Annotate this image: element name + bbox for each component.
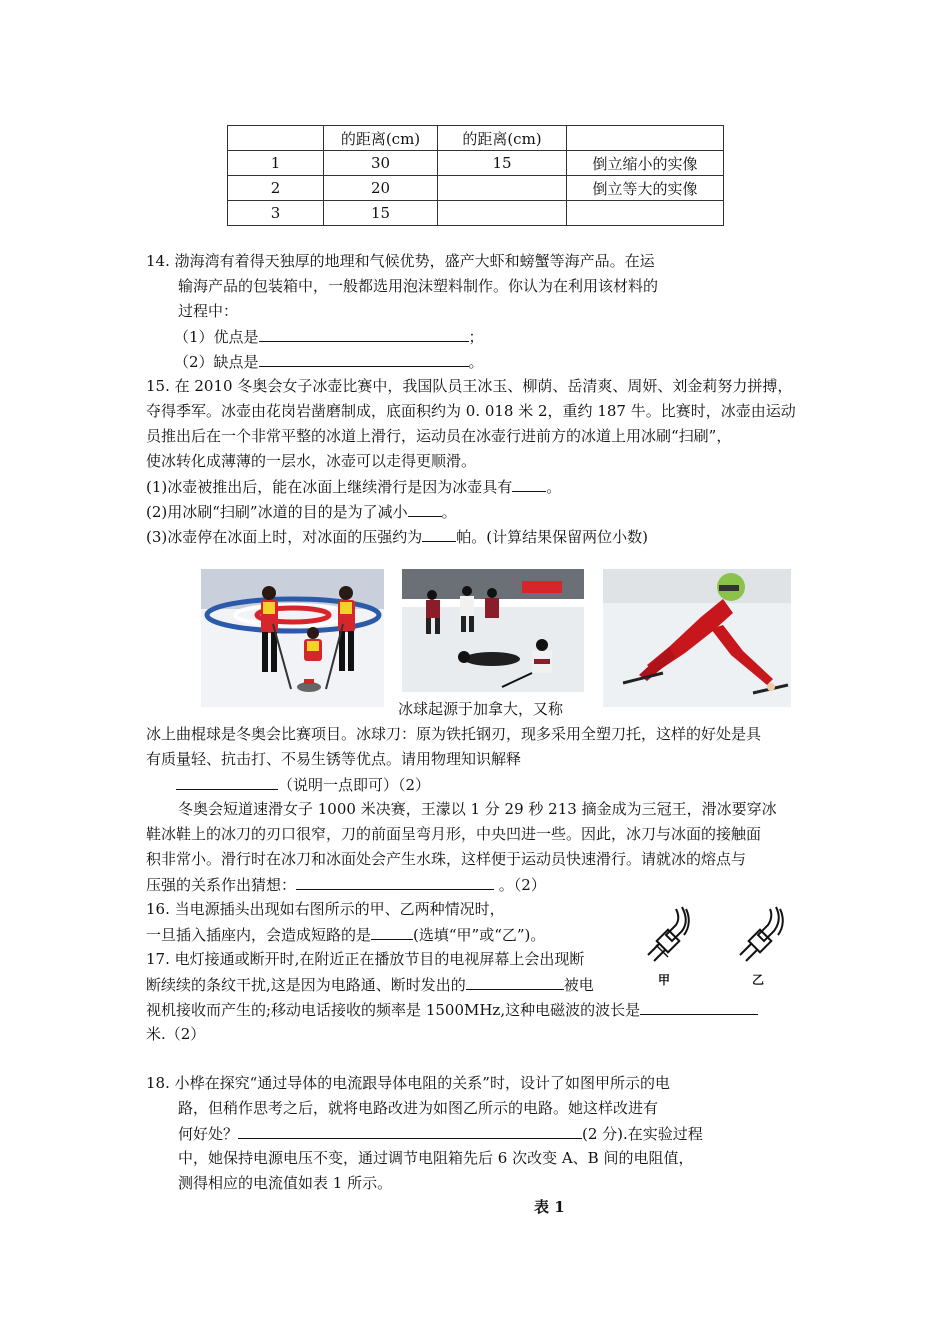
table-cell: [438, 176, 567, 201]
skating-line-3: 积非常小。滑行时在冰刀和冰面处会产生水珠，这样便于运动员快速滑行。请就冰的熔点与: [146, 850, 747, 868]
table-cell: 3: [228, 201, 324, 226]
q15-sub-1: [146, 475, 561, 498]
q18-line-2: 路，但稍作思考之后，就将电路改进为如图乙所示的电路。她这样改进有: [178, 1099, 659, 1117]
table-cell: 1: [228, 151, 324, 176]
q18-line-1: 18. 小桦在探究“通过导体的电流跟导体电阻的关系”时，设计了如图甲所示的电: [146, 1074, 670, 1092]
table-cell: 的距离(cm): [438, 126, 567, 151]
table-row: [228, 176, 724, 201]
table-row: [228, 151, 724, 176]
q15-line-2: 夺得季军。冰壶由花岗岩凿磨制成，底面积约为 0. 018 米 2，重约 187 牛。比赛时，冰壶由运动: [146, 402, 796, 420]
q16-line-2: [146, 923, 545, 946]
punctuation: ；: [468, 328, 484, 346]
q14-disadvantage: [174, 350, 484, 373]
table-cell: [567, 126, 724, 151]
hockey-line-1: 冰上曲棍球是冬奥会比赛项目。冰球刀：原为铁托钢刃，现多采用全塑刀托，这样的好处是具: [146, 725, 762, 743]
lens-experiment-table: [227, 125, 724, 226]
table-row: [228, 201, 724, 226]
table-cell: 15: [438, 151, 567, 176]
q18-line-4: 中，她保持电源电压不变，通过调节电阻箱先后 6 次改变 A、B 间的电阻值，: [178, 1149, 694, 1167]
answer-blank[interactable]: [238, 1122, 582, 1139]
skating-line-2: 鞋冰鞋上的冰刀的刃口很窄，刀的前面呈弯月形，中央凹进一些。因此，冰刀与冰面的接触面: [146, 825, 762, 843]
skating-line-4-tail: 。（2）: [494, 876, 546, 894]
table-row: [228, 126, 724, 151]
q18-line-3: [178, 1122, 703, 1145]
q17-line-4: 米.（2）: [146, 1025, 206, 1043]
skating-line-4: [146, 873, 546, 896]
q15-sub-3-tail: 帕。(计算结果保留两位小数): [456, 528, 648, 546]
table-cell: 30: [324, 151, 438, 176]
q17-line-1: 17. 电灯接通或断开时,在附近正在播放节目的电视屏幕上会出现断: [146, 950, 585, 968]
ice-hockey-photo: [402, 569, 584, 692]
answer-blank[interactable]: [408, 500, 442, 517]
table-cell: [567, 201, 724, 226]
q15-line-3: 员推出后在一个非常平整的冰道上滑行，运动员在冰壶行进前方的冰道上用冰刷“扫刷”，: [146, 427, 732, 445]
q18-line-3-tail: (2 分).在实验过程: [582, 1125, 703, 1143]
table-cell: 2: [228, 176, 324, 201]
q14-advantage-label: （1）优点是: [174, 328, 259, 346]
plug-yi-label: 乙: [752, 973, 765, 987]
punctuation: 。: [546, 478, 562, 496]
table-cell: 的距离(cm): [324, 126, 438, 151]
hockey-line-2: 有质量轻、抗击打、不易生锈等优点。请用物理知识解释: [146, 750, 522, 768]
q14-advantage: [174, 325, 484, 348]
answer-blank[interactable]: [422, 525, 456, 542]
hockey-line-3: [176, 773, 430, 796]
punctuation: 。: [441, 503, 457, 521]
speed-skating-photo: [603, 569, 791, 707]
q17-line-2: [146, 973, 594, 996]
answer-blank[interactable]: [259, 325, 469, 342]
q16-line-1: 16. 当电源插头出现如右图所示的甲、乙两种情况时，: [146, 900, 505, 918]
curling-photo: [201, 569, 384, 707]
q14-line-1: 14. 渤海湾有着得天独厚的地理和气候优势，盛产大虾和螃蟹等海产品。在运: [146, 252, 655, 270]
q17-line-2-text: 断续续的条纹干扰,这是因为电路通、断时发出的: [146, 976, 466, 994]
q16-line-2-text: 一旦插入插座内，会造成短路的是: [146, 926, 372, 944]
q17-line-2-tail: 被电: [563, 976, 594, 994]
q15-sub-3: [146, 525, 648, 548]
q14-line-3: 过程中：: [178, 302, 239, 320]
q17-line-3: [146, 998, 758, 1021]
table-cell: [228, 126, 324, 151]
q17-line-3-text: 视机接收而产生的;移动电话接收的频率是 1500MHz,这种电磁波的波长是: [146, 1001, 641, 1019]
punctuation: 。: [468, 353, 484, 371]
table-cell: 倒立等大的实像: [567, 176, 724, 201]
skating-line-4-text: 压强的关系作出猜想：: [146, 876, 297, 894]
q15-line-4: 使冰转化成薄薄的一层水，冰壶可以走得更顺滑。: [146, 452, 477, 470]
q15-sub-2-text: (2)用冰刷“扫刷”冰道的目的是为了减小: [146, 503, 408, 521]
q15-line-1: 15. 在 2010 冬奥会女子冰壶比赛中，我国队员王冰玉、柳荫、岳清爽、周妍、刘金莉努力拼搏，: [146, 377, 793, 395]
q18-line-3-text: 何好处？: [178, 1125, 239, 1143]
q15-sub-3-text: (3)冰壶停在冰面上时，对冰面的压强约为: [146, 528, 423, 546]
answer-blank[interactable]: [512, 475, 546, 492]
table-1-title: 表 1: [534, 1198, 565, 1216]
q15-sub-2: [146, 500, 457, 523]
answer-blank[interactable]: [466, 973, 564, 990]
hockey-line-3-text: （说明一点即可）（2）: [278, 776, 431, 794]
table-cell: 倒立缩小的实像: [567, 151, 724, 176]
plug-jia-icon: [642, 905, 702, 965]
q14-disadvantage-label: （2）缺点是: [174, 353, 259, 371]
q16-line-2-tail: (选填“甲”或“乙”)。: [413, 926, 546, 944]
table-cell: 15: [324, 201, 438, 226]
answer-blank[interactable]: [259, 350, 469, 367]
plug-jia-label: 甲: [658, 973, 671, 987]
answer-blank[interactable]: [296, 873, 494, 890]
q15-sub-1-text: (1)冰壶被推出后，能在冰面上继续滑行是因为冰壶具有: [146, 478, 513, 496]
q18-line-5: 测得相应的电流值如表 1 所示。: [178, 1174, 393, 1192]
skating-line-1: 冬奥会短道速滑女子 1000 米决赛，王濛以 1 分 29 秒 213 摘金成为三冠王，滑冰要穿冰: [178, 800, 777, 818]
answer-blank[interactable]: [176, 773, 278, 790]
plug-yi-icon: [732, 905, 792, 965]
hockey-caption: 冰球起源于加拿大，又称: [398, 700, 564, 718]
answer-blank[interactable]: [640, 998, 758, 1015]
answer-blank[interactable]: [371, 923, 413, 940]
q14-line-2: 输海产品的包装箱中，一般都选用泡沫塑料制作。你认为在利用该材料的: [178, 277, 659, 295]
table-cell: 20: [324, 176, 438, 201]
table-cell: [438, 201, 567, 226]
